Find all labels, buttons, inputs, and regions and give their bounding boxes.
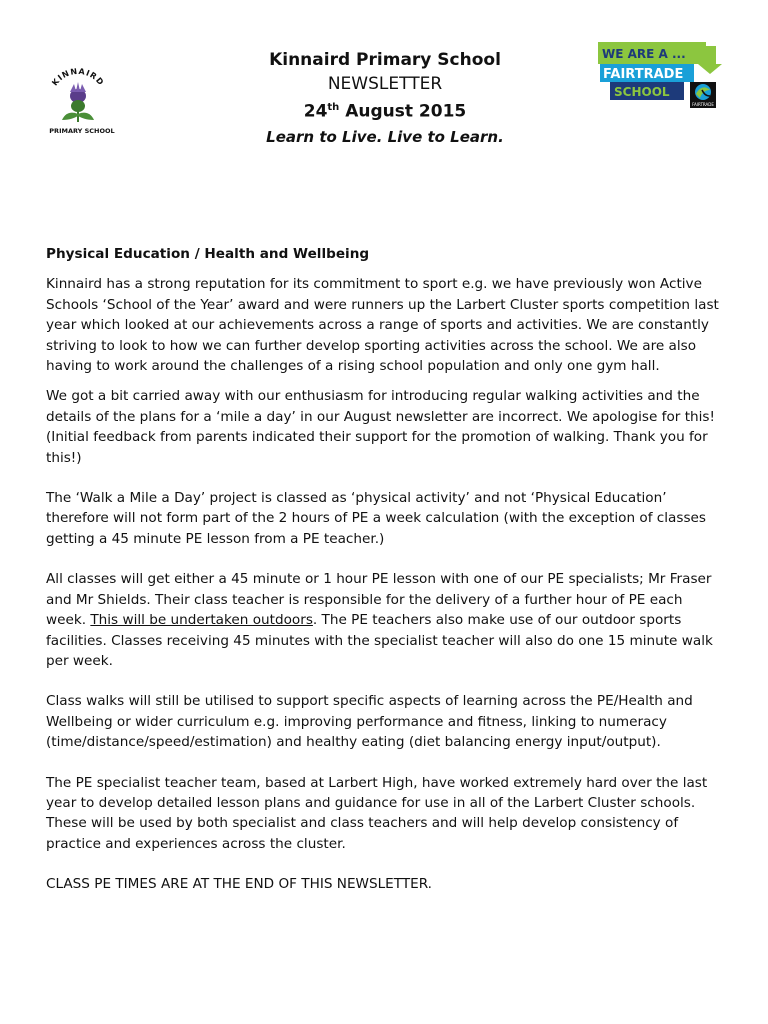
paragraph-pe-lessons: All classes will get either a 45 minute or 1 hour PE lesson with one of our PE specialists; Mr Fraser and Mr Shields. Their class teacher is responsible for the delivery of a further hour of PE each week. This will be undertaken outdoors. The PE teachers also make use of our outdoor sports facilities. Classes receiving 45 minutes with the specialist teacher will also do one 15 minute walk per week.	[46, 571, 713, 669]
fairtrade-line2: FAIRTRADE	[603, 67, 684, 82]
fairtrade-school-logo	[598, 42, 724, 110]
newsletter-date: 24th August 2015	[303, 101, 467, 122]
paragraph-specialist-team: The PE specialist teacher team, based at Larbert High, have worked extremely hard over the last year to develop detailed lesson plans and guidance for use in all of the Larbert Cluster schools. These will be used by both specialist and class teachers and will help develop consistency of practice and experiences across the cluster.	[46, 774, 708, 852]
school-motto: Learn to Live. Live to Learn.	[266, 127, 504, 146]
paragraph-walk-a-mile: The ‘Walk a Mile a Day’ project is classed as ‘physical activity’ and not ‘Physical Education’ therefore will not form part of the 2 hours of PE a week calculation (with the exception of classes getting a 45 minute PE lesson from a PE teacher.)	[46, 490, 706, 547]
newsletter-body	[46, 244, 726, 905]
paragraph-reputation: Kinnaird has a strong reputation for its commitment to sport e.g. we have previously won Active Schools ‘School of the Year’ award and were runners up the Larbert Cluster sports competition last year which looked at our achievements across a range of sports and activities. We are constantly striving to look to how we can further develop sporting activities across the school. We are also having to work around the challenges of a rising school population and only one gym hall.	[46, 276, 719, 375]
fairtrade-mark-icon	[690, 82, 716, 108]
school-logo	[40, 66, 130, 136]
underlined-outdoors-note: This will be undertaken outdoors	[90, 612, 313, 629]
newsletter-title: NEWSLETTER	[327, 74, 443, 94]
newsletter-header	[220, 48, 550, 146]
svg-text:FAIRTRADE: FAIRTRADE	[692, 102, 714, 107]
school-logo-bottom-text: PRIMARY SCHOOL	[49, 127, 115, 135]
school-name: Kinnaird Primary School	[269, 50, 501, 70]
section-heading: Physical Education / Health and Wellbeing	[46, 246, 370, 262]
fairtrade-line1: WE ARE A ...	[602, 47, 686, 61]
school-logo-top-text: KINNAIRD	[50, 66, 106, 88]
thistle-icon	[40, 66, 130, 136]
paragraph-class-walks: Class walks will still be utilised to support specific aspects of learning across the PE/Health and Wellbeing or wider curriculum e.g. improving performance and fitness, linking to numeracy (time/distance/speed/estimation) and healthy eating (diet balancing energy input/output).	[46, 693, 693, 751]
paragraph-apology: We got a bit carried away with our enthusiasm for introducing regular walking activities and the details of the plans for a ‘mile a day’ in our August newsletter are incorrect. We apologise for this! (Initial feedback from parents indicated their support for the promotion of walking. Thank you for this!)	[46, 388, 715, 466]
fairtrade-line3: SCHOOL	[614, 85, 670, 99]
class-pe-times-notice: CLASS PE TIMES ARE AT THE END OF THIS NEWSLETTER.	[46, 876, 433, 893]
